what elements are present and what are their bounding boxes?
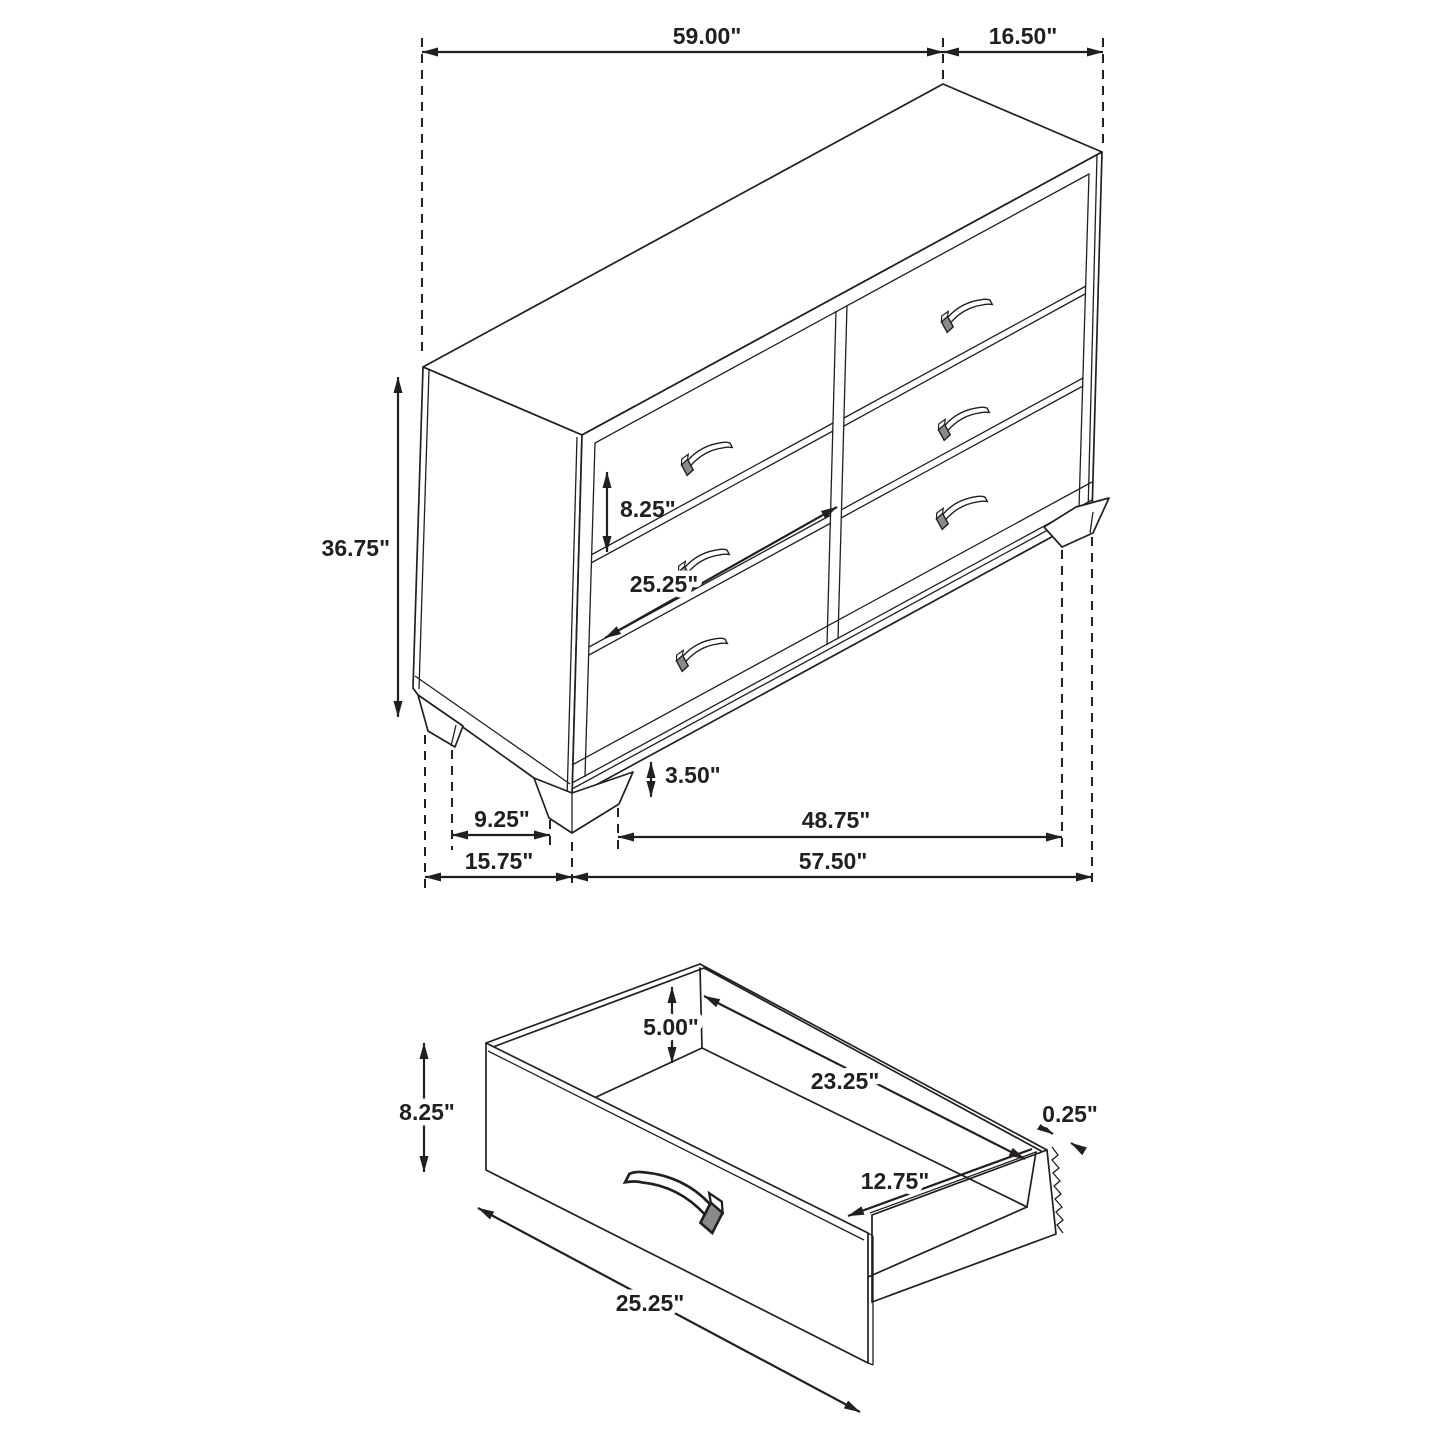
drawer-drawing xyxy=(486,964,1063,1365)
dim-interior-length: 23.25" xyxy=(810,1068,880,1094)
dim-side-depth-floor: 15.75" xyxy=(464,848,534,874)
dim-drawer-front-width: 25.25" xyxy=(629,571,699,597)
dim-drawer-height: 8.25" xyxy=(399,1099,455,1125)
dim-front-width-floor: 57.50" xyxy=(798,848,868,874)
dresser-drawing xyxy=(413,84,1109,833)
dim-drawer-front-height: 8.25" xyxy=(620,496,676,522)
dim-overall-height: 36.75" xyxy=(321,535,390,561)
dim-drawer-width: 25.25" xyxy=(615,1290,685,1316)
dim-foot-height: 3.50" xyxy=(665,762,721,788)
dim-front-feet-spacing: 48.75" xyxy=(801,807,871,833)
dim-interior-width: 12.75" xyxy=(860,1168,930,1194)
dim-interior-height: 5.00" xyxy=(643,1014,699,1040)
dim-side-feet-spacing: 9.25" xyxy=(474,806,530,832)
dim-overall-depth: 16.50" xyxy=(988,23,1058,49)
dim-overall-width: 59.00" xyxy=(672,23,742,49)
dim-panel-thickness: 0.25" xyxy=(1042,1101,1098,1127)
